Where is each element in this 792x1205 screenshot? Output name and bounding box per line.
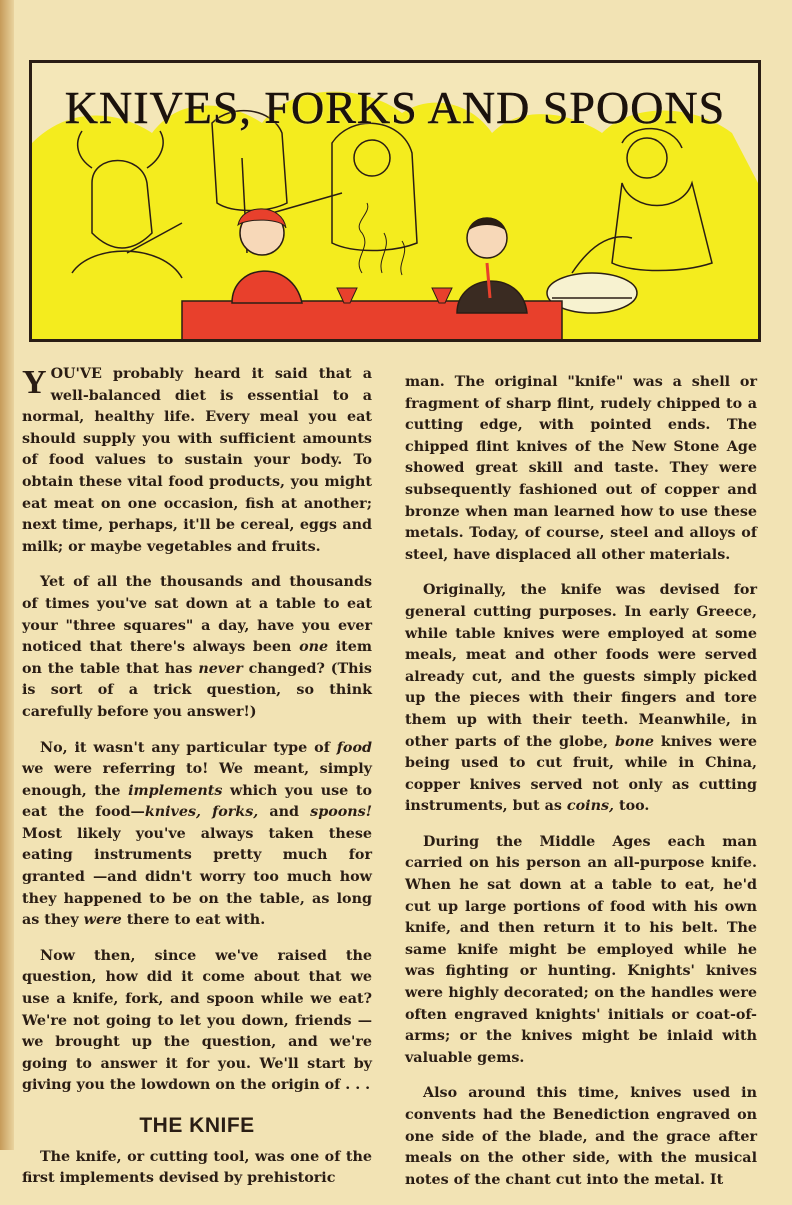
paragraph-3-emphasis-spoons: spoons! — [310, 804, 372, 821]
paragraph-1 — [22, 364, 372, 558]
paragraph-2-emphasis-one: one — [299, 639, 329, 656]
paragraph-2-text-c: changed? (This is sort of a trick question, so think carefully before you answer!) — [22, 660, 372, 720]
paragraph-5: The knife, or cutting tool, was one of the first implements devised by prehistoric — [22, 1148, 372, 1187]
paragraph-3-emphasis-knives-forks: knives, forks, — [144, 804, 259, 821]
paragraph-3-text-d: and — [258, 804, 311, 821]
paragraph-2-text-b: item on the table that has — [22, 639, 372, 677]
paragraph-3-emphasis-implements: implements — [128, 782, 223, 799]
paragraph-3-text-b: we were referring to! We meant, simply enough, the — [22, 761, 372, 799]
paragraph-3-text-f: there to eat with. — [121, 912, 266, 929]
paragraph-r2 — [405, 580, 757, 818]
paragraph-4: Now then, since we've raised the question, how did it come about that we use a knife, fork, and spoon while we eat? We're not going to let you down, friends —we brought up the question, and we're going to answer it for you. We'll start by giving you the lowdown on the origin of . . . — [22, 947, 372, 1094]
right-column — [405, 372, 757, 1205]
paragraph-3 — [22, 738, 372, 932]
paragraph-r4: Also around this time, knives used in convents had the Benediction engraved on one side of the blade, and the grace after meals on the other side, with the musical notes of the chant cut into the metal. It — [405, 1085, 757, 1188]
paragraph-r3: During the Middle Ages each man carried on his person an all-purpose knife. When he sat down at a table to eat, he'd cut up large portions of food with his own knife, and then return it to his belt. The same knife might be employed while he was fighting or hunting. Knights' knives were highly decorated; on the handles were often engraved knights' initials or coat-of-arms; or the knives might be inlaid with valuable gems. — [405, 833, 757, 1066]
paragraph-2 — [22, 572, 372, 723]
left-column — [22, 364, 372, 1204]
illustration-panel — [29, 60, 761, 342]
page-title: KNIVES, FORKS AND SPOONS — [64, 82, 726, 133]
page-binding-edge — [0, 0, 14, 1150]
paragraph-r2-text-a: Originally, the knife was devised for general cutting purposes. In early Greece, while table knives were employed at some meals, meat and other foods were served already cut, and the guests simply picked up the pieces with their fingers and tore them up with their teeth. Meanwhile, in other parts of the globe, — [405, 582, 757, 750]
paragraph-r2-emphasis-bone: bone — [614, 733, 654, 750]
paragraph-3-text-a: No, it wasn't any particular type of — [40, 739, 337, 756]
paragraph-3-text-e: Most likely you've always taken these eating instruments pretty much for granted —and didn't worry too much how they happened to be on the table, as long as they — [22, 825, 372, 929]
paragraph-r1: man. The original "knife" was a shell or fragment of sharp flint, rudely chipped to a cutting edge, with pointed ends. The chipped flint knives of the New Stone Age showed great skill and taste. They were subsequently fashioned out of copper and bronze when man learned how to use these metals. Today, of course, steel and alloys of steel, have displaced all other materials. — [405, 374, 757, 563]
paragraph-2-emphasis-never: never — [198, 660, 243, 677]
paragraph-r2-emphasis-coins: coins, — [566, 798, 614, 815]
section-heading-the-knife: THE KNIFE — [139, 1114, 255, 1137]
paragraph-r2-text-b: knives were being used to cut fruit, while in China, copper knives served not only as cutting instruments, but as — [405, 733, 758, 815]
paragraph-3-text-c: which you use to eat the food— — [22, 782, 373, 821]
drop-cap: Y — [22, 364, 47, 401]
paragraph-3-emphasis-were: were — [83, 912, 122, 929]
paragraph-2-text-a: Yet of all the thousands and thousands of times you've sat down at a table to eat your "three squares" a day, have you ever noticed that there's always been — [22, 574, 372, 656]
paragraph-r2-text-c: too. — [614, 798, 650, 815]
paragraph-3-emphasis-food: food — [336, 739, 372, 756]
paragraph-1-text: OU'VE probably heard it said that a well-balanced diet is essential to a normal, healthy life. Every meal you eat should supply you with sufficient amounts of food values to sustain your body. To obtain these vital food products, you might eat meat on one occasion, fish at another; next time, perhaps, it'll be cereal, eggs and milk; or maybe vegetables and fruits. — [22, 366, 372, 555]
